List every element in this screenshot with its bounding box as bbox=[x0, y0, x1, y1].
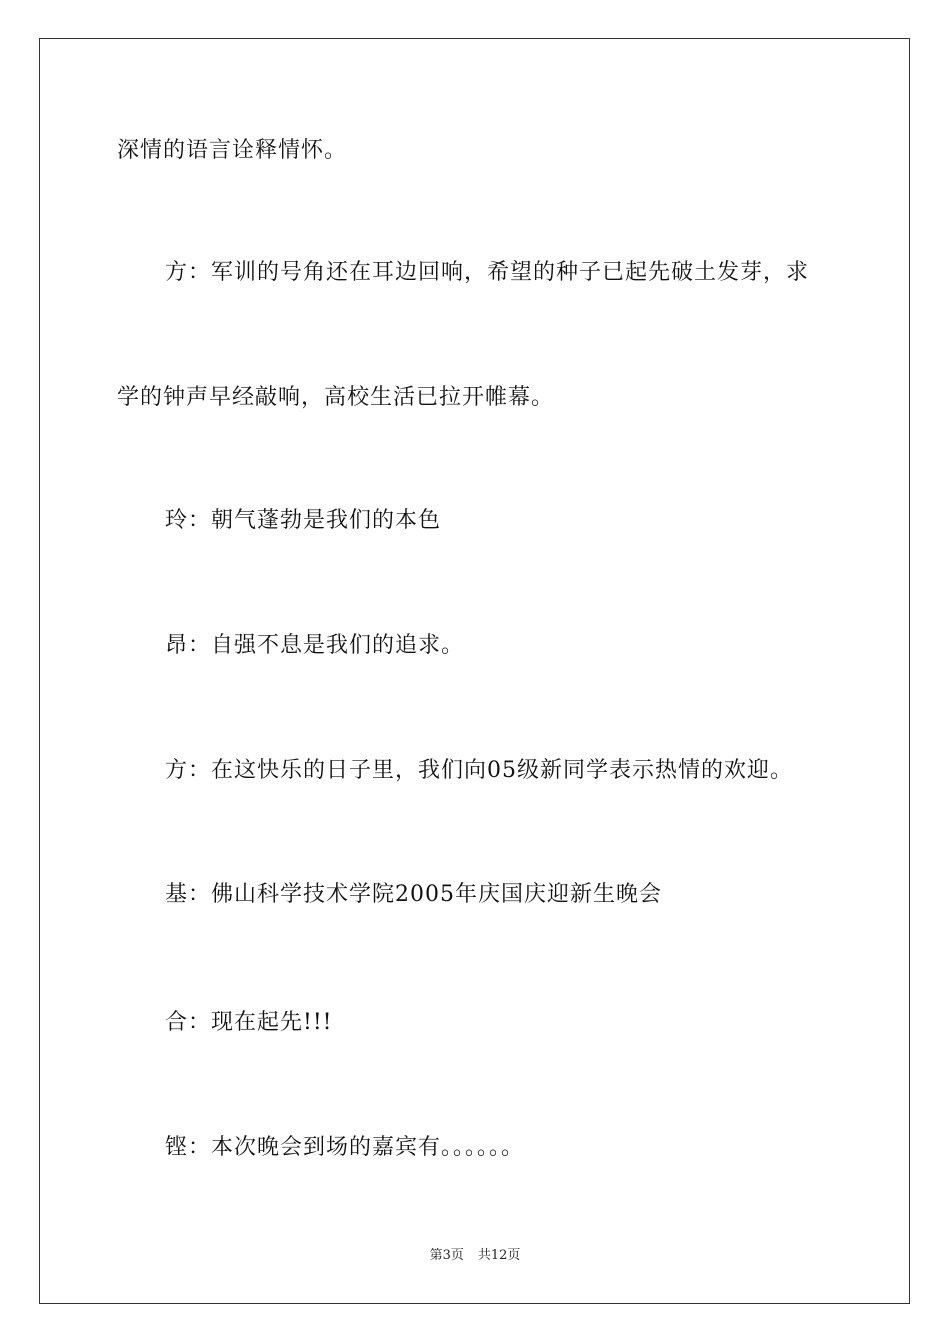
dialogue-line-fang: 方：军训的号角还在耳边回响，希望的种子已起先破土发芽，求 bbox=[165, 260, 810, 285]
page-footer bbox=[0, 1247, 950, 1265]
page-frame bbox=[39, 38, 910, 1304]
total-pages: 共12页 bbox=[477, 1248, 521, 1263]
body-paragraph-line: 深情的语言诠释情怀。 bbox=[117, 138, 348, 163]
page-number: 第3页 bbox=[429, 1248, 464, 1263]
dialogue-line-ling: 玲：朝气蓬勃是我们的本色 bbox=[165, 508, 442, 533]
dialogue-line-fang: 方：在这快乐的日子里，我们向05级新同学表示热情的欢迎。 bbox=[165, 758, 793, 783]
body-paragraph-line: 学的钟声早经敲响，高校生活已拉开帷幕。 bbox=[117, 385, 555, 410]
dialogue-line-ji: 基：佛山科学技术学院2005年庆国庆迎新生晚会 bbox=[165, 882, 662, 907]
dialogue-line-ang: 昂：自强不息是我们的追求。 bbox=[165, 633, 465, 658]
dialogue-line-keng: 铿：本次晚会到场的嘉宾有。。。。。。 bbox=[165, 1135, 525, 1160]
dialogue-line-he: 合：现在起先!!! bbox=[165, 1010, 333, 1035]
